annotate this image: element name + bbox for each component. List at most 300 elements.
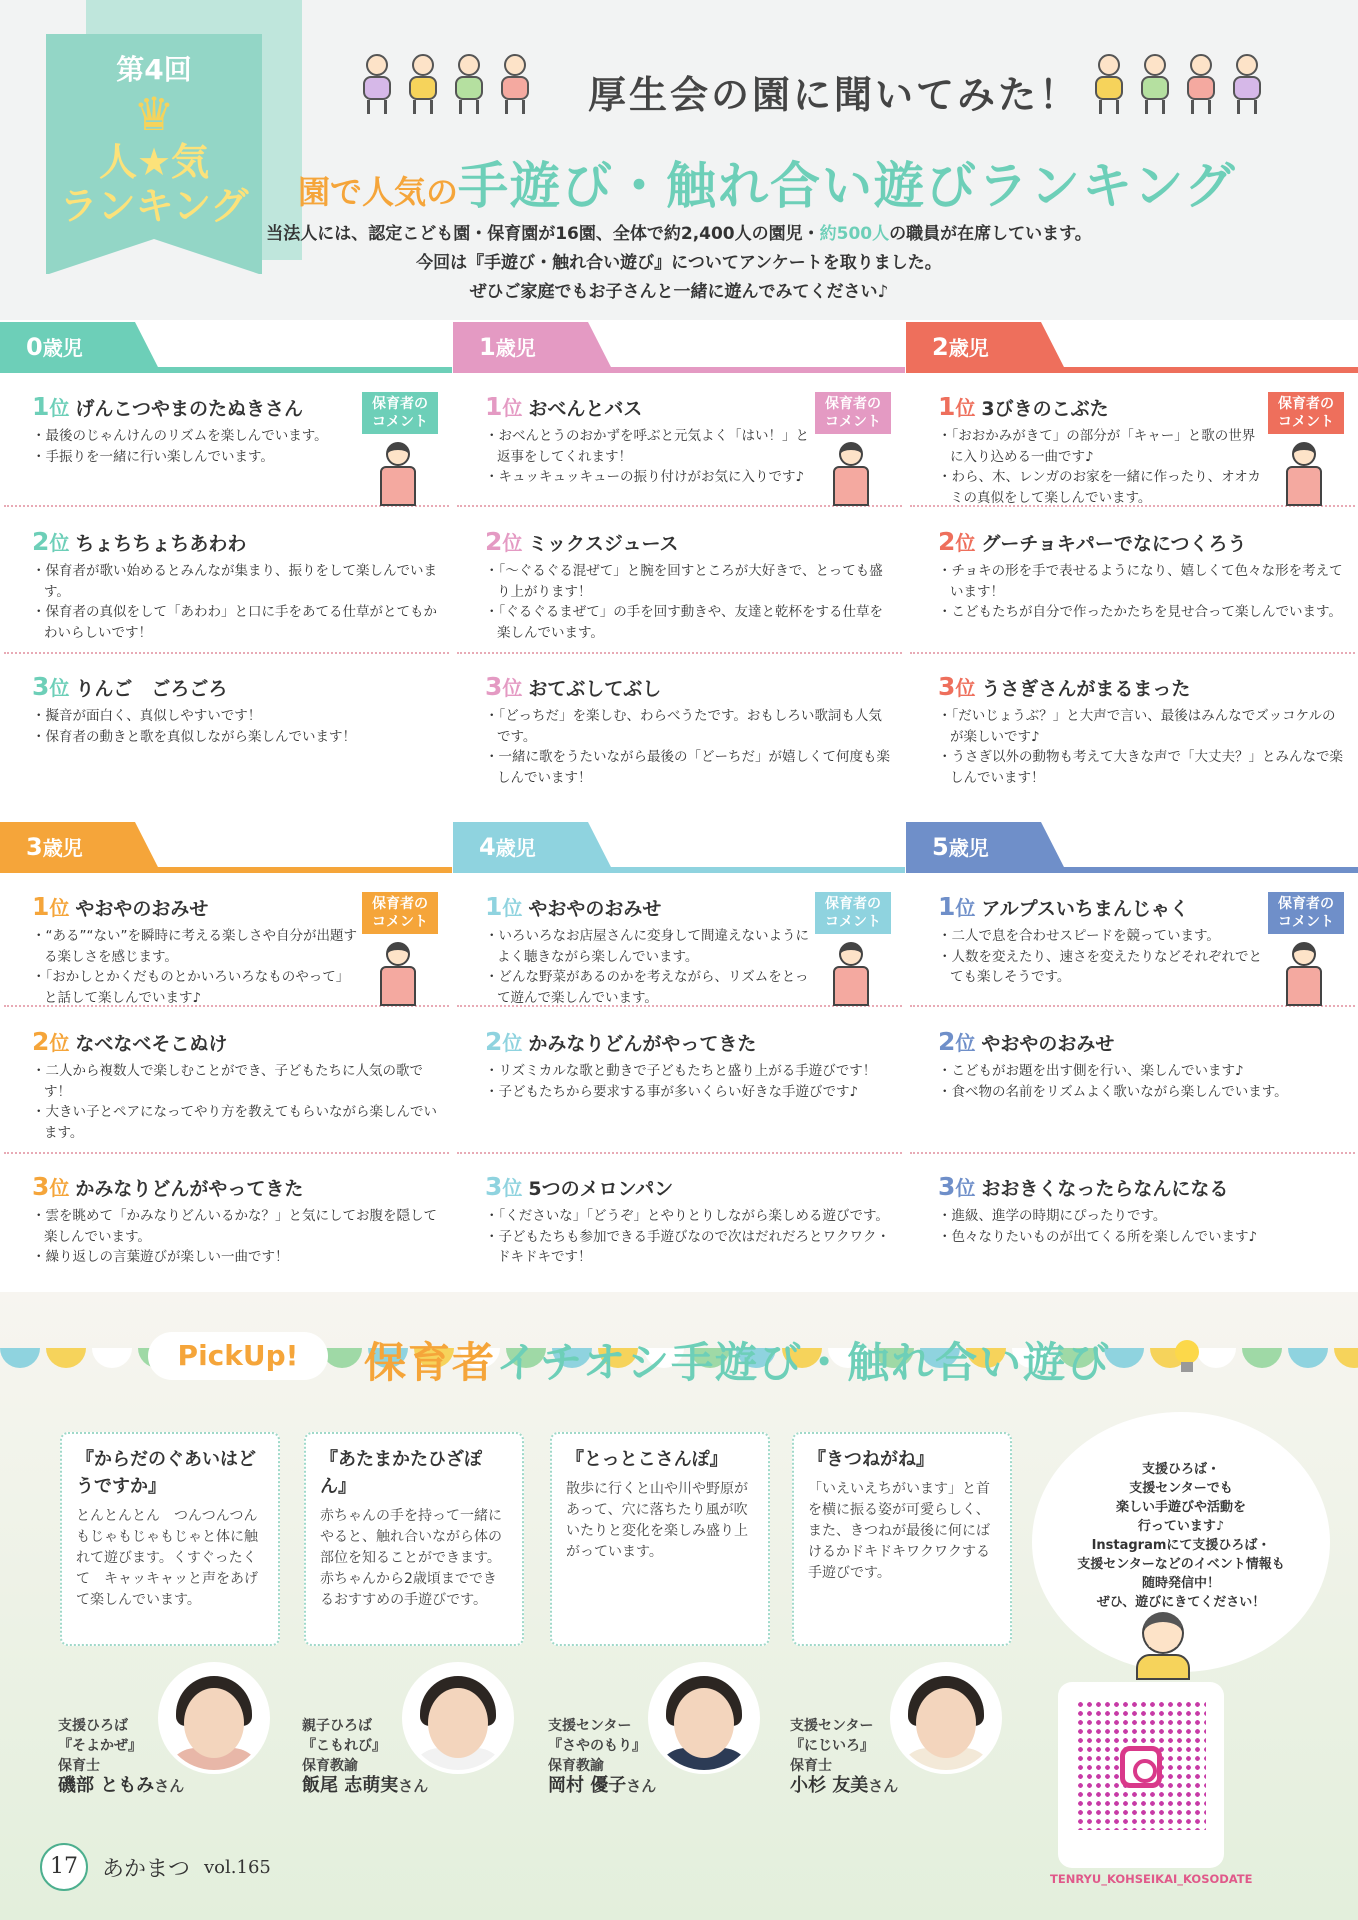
rank-number: 2 [938, 1027, 956, 1056]
song-name: やおやのおみせ [981, 1033, 1115, 1055]
staff-name: 小杉 友美 [790, 1775, 869, 1796]
age-columns-top [0, 322, 1358, 802]
rank-title [32, 392, 362, 421]
bubble-line: 随時発信中！ [1141, 1576, 1220, 1591]
rank-title [938, 892, 1268, 921]
rank-comments [938, 426, 1268, 508]
card-text: 「いえいえちがいます」と首を横に振る姿が可愛らしく、また、きつねが最後に何にばけるかドキドキワクワクする手遊びです。 [808, 1481, 990, 1581]
comment-line: ・一緒に歌をうたいながら最後の「どーちだ」が嬉しくて何度も楽しんでいます！ [485, 749, 890, 786]
comment-label-tag [1268, 392, 1344, 434]
age-section-bottom [0, 822, 1358, 1292]
rank-title [32, 892, 362, 921]
staff-role3: 保育教諭 [302, 1758, 358, 1774]
rank-unit: 位 [955, 1031, 976, 1055]
comment-line: ・保育者の真似をして「あわわ」と口に手をあてる仕草がとてもかわいらしいです！ [32, 604, 437, 641]
staff-name: 磯部 ともみ [58, 1775, 155, 1796]
comment-label-line1: 保育者の [825, 396, 881, 412]
rank-number: 3 [32, 1172, 50, 1201]
rank-comments [938, 561, 1348, 623]
rank-position [938, 1172, 975, 1201]
ranking-entry [32, 1027, 442, 1143]
ranking-entry [485, 392, 815, 488]
age-tab [453, 322, 588, 373]
rank-comments [32, 561, 442, 643]
rank-number: 1 [32, 392, 50, 421]
song-name: おおきくなったらなんになる [981, 1178, 1229, 1200]
rank-comments [938, 1206, 1348, 1247]
staff-info [790, 1716, 898, 1797]
bunting-flag [1242, 1348, 1282, 1368]
photo-face [674, 1688, 734, 1758]
rank-comments [485, 561, 895, 643]
bunting-flag [0, 1348, 40, 1368]
comment-label-line1: 保育者の [1278, 896, 1334, 912]
intro-line3: ぜひご家庭でもお子さんと一緒に遊んでみてください♪ [469, 282, 889, 302]
pickup-title-b: イチオシ手遊び・触れ合い遊び [496, 1338, 1112, 1387]
intro-line2: 今回は『手遊び・触れ合い遊び』についてアンケートを取りました。 [416, 253, 942, 273]
song-name: なべなべそこぬけ [75, 1033, 228, 1055]
rank-divider [457, 1152, 902, 1154]
rank-comments [938, 926, 1268, 988]
song-name: 5つのメロンパン [528, 1178, 674, 1200]
age-tab-suffix: 歳児 [495, 836, 536, 860]
card-text: とんとんとん つんつんつんもじゃもじゃもじゃと体に触れて遊びます。くすぐったくて キャッキャッと声をあげて楽しんでいます。 [76, 1508, 258, 1608]
card-title: 『からだのぐあいはどうですか』 [76, 1449, 256, 1497]
comment-line: ・進級、進学の時期にぴったりです。 [938, 1208, 1167, 1224]
header-subtitle: 厚生会の園に聞いてみた！ [588, 73, 1081, 117]
magazine-name: あかまつ [102, 1856, 191, 1882]
ranking-entry [32, 527, 442, 643]
comment-line: ・子どもたちも参加できる手遊びなので次はだれだろとワクワク・ドキドキです！ [485, 1228, 890, 1265]
age-column [453, 822, 905, 1292]
song-name: おべんとバス [528, 398, 643, 420]
rank-unit: 位 [955, 676, 976, 700]
rank-title [32, 527, 442, 556]
bunting-flag [1196, 1348, 1236, 1368]
pickup-card [792, 1432, 1012, 1646]
rank-unit: 位 [502, 396, 523, 420]
rank-comments [485, 926, 815, 1008]
rank-comments [485, 426, 815, 488]
rank-comments [485, 1061, 895, 1102]
age-column [906, 322, 1358, 802]
comment-line: ・雲を眺めて「かみなりどんいるかな？」と気にしてお腹を隠して楽しんでいます。 [32, 1208, 437, 1245]
rank-unit: 位 [502, 896, 523, 920]
song-name: おてぶしてぶし [528, 678, 662, 700]
card-title: 『きつねがね』 [808, 1449, 934, 1470]
rank-comments [32, 706, 442, 747]
staff-role1: 支援センター [548, 1718, 632, 1734]
rank-comments [32, 426, 362, 467]
header [0, 0, 1358, 320]
song-name: ちょちちょちあわわ [75, 533, 247, 555]
comment-line: ・「おおかみがきて」の部分が「キャー」と歌の世界に入り込める一曲です♪ [938, 428, 1256, 465]
rank-number: 3 [485, 1172, 503, 1201]
ranking-entry [938, 1172, 1348, 1247]
rank-title [938, 527, 1348, 556]
child-icon [1228, 54, 1266, 116]
rank-title [485, 1172, 895, 1201]
rank-unit: 位 [955, 531, 976, 555]
ranking-entry [485, 672, 895, 788]
age-tab-suffix: 歳児 [42, 336, 83, 360]
rank-number: 1 [485, 892, 503, 921]
comment-line: ・うさぎ以外の動物も考えて大きな声で「大丈夫？」とみんなで楽しんでいます！ [938, 749, 1343, 786]
rank-position [938, 1027, 975, 1056]
pickup-title-a: 保育者 [364, 1338, 497, 1387]
rank-number: 1 [938, 892, 956, 921]
age-tab-number: 5 [932, 833, 949, 861]
comment-line: ・リズミカルな歌と動きで子どもたちと盛り上がる手遊びです！ [485, 1063, 877, 1079]
comment-line: ・どんな野菜があるのかを考えながら、リズムをとって遊んで楽しんでいます。 [485, 969, 809, 1006]
child-icon [496, 54, 534, 116]
rank-title [32, 1027, 442, 1056]
rank-comments [938, 1061, 1348, 1102]
rank-position [938, 672, 975, 701]
child-icon [450, 54, 488, 116]
badge-line1: 人★気 [98, 140, 210, 184]
rank-title [32, 1172, 442, 1201]
photo-face [916, 1688, 976, 1758]
age-tab-number: 0 [26, 333, 43, 361]
comment-line: ・最後のじゃんけんのリズムを楽しんでいます。 [32, 428, 328, 444]
badge-line2: ランキング [59, 184, 249, 228]
ranking-entry [938, 527, 1348, 623]
comment-line: ・キュッキュッキューの振り付けがお気に入りです♪ [485, 469, 805, 485]
staff-name-line [790, 1776, 898, 1797]
song-name: りんご ごろごろ [75, 678, 228, 700]
bunting-flag [1334, 1348, 1358, 1368]
bunting-flag [46, 1348, 86, 1368]
ranking-entry [938, 892, 1268, 988]
comment-line: ・繰り返しの言葉遊びが楽しい一曲です！ [32, 1249, 289, 1265]
teacher-icon [827, 942, 875, 1008]
comment-line: ・大きい子とペアになってやり方を教えてもらいながら楽しんでいます。 [32, 1104, 437, 1141]
rank-position [32, 672, 69, 701]
comment-line: ・手振りを一緒に行い楽しんでいます。 [32, 448, 274, 465]
card-title: 『あたまかたひざぽん』 [320, 1449, 482, 1497]
pickup-card [60, 1432, 280, 1646]
age-tab-number: 3 [26, 833, 43, 861]
rank-position [485, 1172, 522, 1201]
rank-title [485, 892, 815, 921]
child-icon [358, 54, 396, 116]
rank-unit: 位 [955, 896, 976, 920]
teacher-icon [374, 942, 422, 1008]
staff-honorific: さん [868, 1777, 899, 1795]
ranking-entry [485, 1172, 895, 1268]
teacher-icon [1280, 442, 1328, 508]
comment-line: ・こどもがお題を出す側を行い、楽しんでいます♪ [938, 1063, 1244, 1079]
comment-line: ・いろいろなお店屋さんに変身して間違えないようによく聴きながら楽しんでいます。 [485, 928, 809, 965]
song-name: かみなりどんがやってきた [528, 1033, 757, 1055]
staff-info [548, 1716, 656, 1797]
comment-line: ・こどもたちが自分で作ったかたちを見せ合って楽しんでいます。 [938, 604, 1342, 620]
age-tab [453, 822, 588, 873]
instagram-qr-code[interactable] [1058, 1682, 1224, 1868]
age-column [0, 822, 452, 1292]
teacher-icon [827, 442, 875, 508]
rank-position [32, 892, 69, 921]
staff-photo [648, 1662, 760, 1774]
bubble-line: 楽しい手遊びや活動を [1115, 1500, 1246, 1515]
rank-title [485, 672, 895, 701]
rank-number: 2 [32, 527, 50, 556]
ranking-entry [485, 1027, 895, 1102]
staff-role2: 『そよかぜ』 [58, 1738, 142, 1754]
rank-comments [938, 706, 1348, 788]
staff-role1: 支援センター [790, 1718, 874, 1734]
rank-divider [910, 1152, 1355, 1154]
age-column [0, 322, 452, 802]
rank-unit: 位 [955, 1176, 976, 1200]
card-text: 赤ちゃんの手を持って一緒にやると、触れ合いながら体の部位を知ることができます。赤ちゃんから2歳頃までできるおすすめの手遊びです。 [320, 1508, 502, 1608]
pickup-badge: PickUp! [148, 1332, 328, 1380]
magazine-volume: vol.165 [204, 1856, 271, 1878]
rank-position [485, 1027, 522, 1056]
comment-line: ・二人で息を合わせスピードを競っています。 [938, 928, 1220, 944]
intro-line1 [0, 220, 1358, 249]
rank-comments [32, 1206, 442, 1268]
comment-line: ・“ある”“ない”を瞬時に考える楽しさや自分が出題する楽しさを感じます。 [32, 928, 357, 965]
rank-number: 1 [485, 392, 503, 421]
staff-name-line [548, 1776, 656, 1797]
rank-unit: 位 [49, 396, 70, 420]
age-tab-number: 1 [479, 333, 496, 361]
comment-line: ・わら、木、レンガのお家を一緒に作ったり、オオカミの真似をして楽しんでいます。 [938, 469, 1261, 506]
rank-unit: 位 [49, 676, 70, 700]
comment-label-line2: コメント [1278, 914, 1334, 930]
staff-role3: 保育士 [790, 1758, 832, 1774]
age-columns-bottom [0, 822, 1358, 1292]
child-icon [1136, 54, 1174, 116]
staff-info [58, 1716, 184, 1797]
instagram-icon [1120, 1746, 1162, 1788]
comment-line: ・チョキの形を手で表せるようになり、嬉しくて色々な形を考えています！ [938, 563, 1343, 600]
page-number: 17 [40, 1843, 88, 1891]
rank-unit: 位 [49, 1031, 70, 1055]
song-name: アルプスいちまんじゃく [981, 898, 1189, 920]
staff-info [302, 1716, 428, 1797]
rank-position [485, 392, 522, 421]
age-tab-suffix: 歳児 [495, 336, 536, 360]
rank-position [485, 527, 522, 556]
teacher-icon [374, 442, 422, 508]
rank-unit: 位 [49, 531, 70, 555]
teacher-icon [1280, 942, 1328, 1008]
staff-name: 飯尾 志萌実 [302, 1775, 399, 1796]
footer [40, 1842, 271, 1892]
rank-number: 2 [32, 1027, 50, 1056]
rank-title [938, 392, 1268, 421]
comment-line: ・保育者の動きと歌を真似しながら楽しんでいます！ [32, 728, 356, 745]
comment-label-line2: コメント [825, 414, 881, 430]
age-column [453, 322, 905, 802]
ranking-entry [485, 892, 815, 1008]
comment-label-tag [815, 892, 891, 934]
pickup-card [304, 1432, 524, 1646]
photo-face [184, 1688, 244, 1758]
rank-position [938, 527, 975, 556]
rank-unit: 位 [49, 896, 70, 920]
ranking-entry [938, 392, 1268, 508]
comment-label-tag [362, 892, 438, 934]
bunting-flag [322, 1348, 362, 1368]
rank-position [485, 672, 522, 701]
rank-title [938, 1172, 1348, 1201]
comment-label-line2: コメント [372, 414, 428, 430]
ranking-entry [938, 1027, 1348, 1102]
rank-unit: 位 [49, 1176, 70, 1200]
ranking-entry [32, 672, 442, 747]
rank-title [938, 1027, 1348, 1056]
rank-title [485, 527, 895, 556]
song-name: やおやのおみせ [75, 898, 209, 920]
intro-highlight: 約500人 [819, 224, 890, 244]
rank-position [938, 392, 975, 421]
staff-name: 岡村 優子 [548, 1775, 627, 1796]
pickup-card [550, 1432, 770, 1646]
rank-title [485, 392, 815, 421]
comment-line: ・「どっちだ」を楽しむ、わらべうたです。おもしろい歌詞も人気です。 [485, 708, 882, 745]
age-tab [906, 322, 1041, 373]
bubble-line: Instagramにて支援ひろば・ [1091, 1538, 1271, 1553]
comment-line: ・人数を変えたり、速さを変えたりなどそれぞれでとても楽しそうです。 [938, 948, 1262, 985]
title-prefix: 園で人気の [298, 173, 459, 211]
rank-number: 2 [938, 527, 956, 556]
comment-line: ・「～ぐるぐる混ぜて」と腕を回すところが大好きで、とっても盛り上がります！ [485, 563, 883, 600]
photo-face [428, 1688, 488, 1758]
song-name: グーチョキパーでなにつくろう [981, 533, 1247, 555]
age-tab [0, 322, 135, 373]
comment-line: ・擬音が面白く、真似しやすいです！ [32, 708, 262, 724]
comment-line: ・おべんとうのおかずを呼ぶと元気よく「はい！」と返事をしてくれます！ [485, 428, 809, 465]
rank-comments [32, 926, 362, 1008]
rank-number: 1 [32, 892, 50, 921]
comment-label-line1: 保育者の [372, 896, 428, 912]
bubble-line: ぜひ、遊びにきてください！ [1096, 1595, 1266, 1610]
pickup-title [364, 1330, 1111, 1390]
song-name: げんこつやまのたぬきさん [75, 398, 304, 420]
age-tab-number: 4 [479, 833, 496, 861]
child-icon [1090, 54, 1128, 116]
song-name: やおやのおみせ [528, 898, 662, 920]
ranking-entry [32, 892, 362, 1008]
rank-divider [910, 652, 1355, 654]
rank-unit: 位 [502, 1031, 523, 1055]
rank-number: 3 [938, 672, 956, 701]
ranking-entry [32, 392, 362, 467]
staff-role2: 『さやのもり』 [548, 1738, 646, 1754]
age-tab [0, 822, 135, 873]
crown-icon: ♛ [133, 87, 175, 141]
comment-label-tag [1268, 892, 1344, 934]
rank-comments [32, 1061, 442, 1143]
rank-position [32, 527, 69, 556]
rank-number: 2 [485, 1027, 503, 1056]
rank-number: 3 [938, 1172, 956, 1201]
staff-honorific: さん [626, 1777, 657, 1795]
age-tab-suffix: 歳児 [948, 836, 989, 860]
rank-unit: 位 [955, 396, 976, 420]
rank-comments [485, 706, 895, 788]
ranking-entry [485, 527, 895, 643]
staff-honorific: さん [154, 1777, 185, 1795]
rank-number: 1 [938, 392, 956, 421]
qr-caption: TENRYU_KOHSEIKAI_KOSODATE [1050, 1872, 1253, 1886]
age-section-top [0, 322, 1358, 802]
rank-title [938, 672, 1348, 701]
age-tab-number: 2 [932, 333, 949, 361]
lightbulb-icon [1174, 1340, 1200, 1374]
song-name: うさぎさんがまるまった [981, 678, 1191, 700]
title-main: 手遊び・触れ合い遊びランキング [458, 157, 1237, 215]
bubble-line: 支援センターでも [1129, 1481, 1233, 1496]
rank-unit: 位 [502, 676, 523, 700]
card-text: 散歩に行くと山や川や野原があって、穴に落ちたり風が吹いたりと変化を楽しみ盛り上がっています。 [566, 1481, 748, 1560]
staff-role2: 『にじいろ』 [790, 1738, 874, 1754]
rank-position [32, 1027, 69, 1056]
rank-divider [4, 652, 449, 654]
rank-position [32, 1172, 69, 1201]
staff-honorific: さん [398, 1777, 429, 1795]
intro-line1-a: 当法人には、認定こども園・保育園が16園、全体で約2,400人の園児・ [266, 224, 820, 244]
staff-role2: 『こもれび』 [302, 1738, 386, 1754]
rank-title [485, 1027, 895, 1056]
intro-text [0, 220, 1358, 307]
song-name: ミックスジュース [528, 533, 679, 555]
comment-line: ・子どもたちから要求する事が多いくらい好きな手遊びです♪ [485, 1083, 859, 1100]
rank-divider [4, 1152, 449, 1154]
rank-unit: 位 [502, 1176, 523, 1200]
comment-line: ・食べ物の名前をリズムよく歌いながら楽しんでいます。 [938, 1083, 1288, 1100]
comment-label-line2: コメント [1278, 414, 1334, 430]
intro-line1-b: の職員が在席しています。 [889, 224, 1092, 244]
age-tab-suffix: 歳児 [42, 836, 83, 860]
children-illustration-right [1090, 54, 1266, 116]
comment-label-line2: コメント [372, 914, 428, 930]
card-title: 『とっとこさんぽ』 [566, 1449, 728, 1470]
bunting-flag [1288, 1348, 1328, 1368]
ranking-entry [32, 1172, 442, 1268]
bubble-line: 支援ひろば・ [1141, 1462, 1220, 1477]
comment-line: ・「だいじょうぶ？」と大声で言い、最後はみんなでズッコケルのが楽しいです♪ [938, 708, 1336, 745]
rank-number: 2 [485, 527, 503, 556]
comment-label-tag [362, 392, 438, 434]
bunting-flag [92, 1348, 132, 1368]
bubble-line: 支援センターなどのイベント情報も [1077, 1557, 1285, 1572]
age-tab [906, 822, 1041, 873]
child-icon [404, 54, 442, 116]
comment-line: ・「ぐるぐるまぜて」の手を回す動きや、友達と乾杯をする仕草を楽しんでいます。 [485, 604, 883, 641]
rank-number: 3 [485, 672, 503, 701]
comment-label-line1: 保育者の [372, 396, 428, 412]
comment-label-line2: コメント [825, 914, 881, 930]
mascot-icon [1128, 1612, 1198, 1682]
ranking-entry [938, 672, 1348, 788]
staff-photo [890, 1662, 1002, 1774]
comment-label-tag [815, 392, 891, 434]
rank-position [938, 892, 975, 921]
comment-label-line1: 保育者の [825, 896, 881, 912]
pickup-section [0, 1292, 1358, 1920]
rank-title [32, 672, 442, 701]
staff-role1: 親子ひろば [302, 1718, 372, 1734]
comment-line: ・色々なりたいものが出てくる所を楽しんでいます♪ [938, 1228, 1258, 1245]
staff-role3: 保育士 [58, 1758, 100, 1774]
song-name: 3びきのこぶた [981, 398, 1109, 420]
comment-label-line1: 保育者の [1278, 396, 1334, 412]
